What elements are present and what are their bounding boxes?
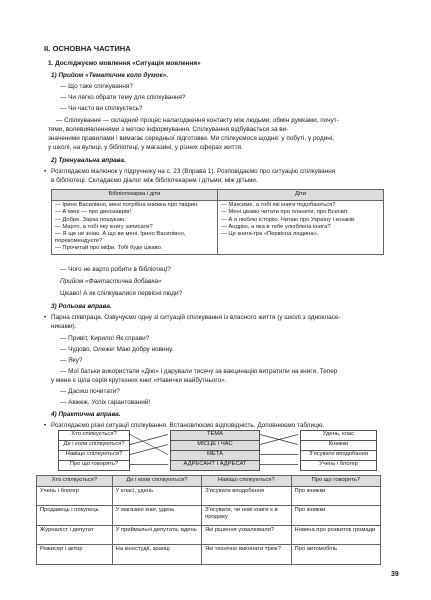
match-left-box: Хто спілкується? xyxy=(58,430,130,441)
table-cell: Продавець і покупець xyxy=(37,505,113,525)
step-4-title: 4) Практична вправа. xyxy=(51,411,121,418)
table-cell: З'ясувати, чи нові книги є в продажу xyxy=(202,505,291,525)
match-right-box: Удень, клас xyxy=(300,430,377,441)
dialog-line: — Мої батьки використали «Дію» і дарували тисячу за вакцинацію витратили на книги. Тепер xyxy=(60,368,338,375)
match-right-box: З'ясувати вподобання xyxy=(300,450,377,461)
table-cell: Журналіст і депутат xyxy=(37,525,113,544)
task-line: в бібліотеці. Складаємо діалог між бібліотекарем і дітьми; між дітьми. xyxy=(51,177,258,184)
subsection-title: 1. Досліджуємо мовлення «Ситуація мовлення» xyxy=(48,60,201,67)
dialog-line: — Чудово, Олеже! Маю добру новину. xyxy=(60,346,174,353)
table-cell: Які рішення ухвалювали? xyxy=(202,525,291,544)
dialog-line: порекомендуєте? xyxy=(55,238,103,245)
table-cell: Про автомобіль xyxy=(291,544,380,564)
match-left-box: Про що говорять? xyxy=(58,460,130,471)
dialog-table-header: Діти xyxy=(218,190,384,201)
match-left-box: Навіщо спілкуються? xyxy=(58,450,130,461)
dialog-line: — Максиме, а тобі які книги подобаються? xyxy=(221,202,336,209)
task-line: Розглядаємо малюнок у підручнику на с. 23 (Вправа 1). Розповідаємо про ситуацію спілкування xyxy=(51,168,336,175)
bullet-icon: • xyxy=(44,168,47,175)
match-line xyxy=(130,435,168,455)
step-3-title: 3) Рольова вправа. xyxy=(51,303,112,310)
table-cell: У класі, удень xyxy=(112,486,201,505)
dialog-line: — А мені — про динозаврів! xyxy=(55,209,131,216)
situations-header: Навіщо спілкуються? xyxy=(202,476,291,487)
table-cell: З'ясувати вподобання xyxy=(202,486,291,505)
situations-header: Де і коли спілкуються? xyxy=(112,476,201,487)
table-row xyxy=(37,505,381,525)
table-cell: Про книжки xyxy=(291,505,380,525)
table-cell: На кіностудії, зранці xyxy=(112,544,201,564)
dialog-line: — Авжеж. Успіх гарантований! xyxy=(60,399,151,406)
definition-line: тями, волевиявленнями з метою інформування. Спілкування відбувається за ви- xyxy=(48,126,289,133)
table-cell: Новина про розвиток громади xyxy=(291,525,380,544)
question-line: — Чи часто ви спілкуєтесь? xyxy=(60,105,143,112)
dialog-table-header: Бібліотекарка і діти xyxy=(52,190,218,201)
dialog-line: — Яку? xyxy=(60,357,83,364)
bullet-icon: • xyxy=(44,422,47,429)
dialog-line: — Це книга-гра «Первісна людина». xyxy=(221,230,319,237)
pair-line: Парна співпраця. Озвучуємо одну зі ситуацій спілкування із власного життя (у школі з однокласе- xyxy=(51,314,341,321)
dialog-line: — Марто, а тобі яку книгу записати? xyxy=(55,223,153,230)
dialog-line: — Добре. Зараз пошукаю. xyxy=(55,216,126,223)
bullet-icon: • xyxy=(44,314,47,321)
table-row xyxy=(37,544,381,564)
definition-line: — Спілкування — складний процес налагодження контакту між людьми; обмін думками, почут- xyxy=(56,117,339,124)
table-cell: Учень і блогер xyxy=(37,486,113,505)
dialog-line: — А я люблю історію. Читаю про Україну і козаків. xyxy=(221,216,356,223)
question-line: — Чи легко обрати тему для спілкування? xyxy=(60,94,186,101)
table-cell: Які технічно виконати трюк? xyxy=(202,544,291,564)
table-row xyxy=(37,486,381,505)
page-number: 39 xyxy=(391,571,399,578)
section-heading: ІІ. ОСНОВНА ЧАСТИНА xyxy=(44,44,131,53)
table-row xyxy=(37,525,381,544)
match-middle-box: ТЕМА xyxy=(170,430,260,441)
table-cell: У магазині книг, удень xyxy=(112,505,201,525)
table-cell: У приймальні депутата, вдень xyxy=(112,525,201,544)
question-line: — Що таке спілкування? xyxy=(60,83,133,90)
dialog-line: — Дасиш почитати? xyxy=(60,388,120,395)
dialog-line: — Я ще не знаю. А що ви мені, Ірино Василівно, xyxy=(55,230,186,237)
dialog-line: — Андрію, а яка в тебе улюблена книга? xyxy=(221,223,331,230)
dialog-line: у мене є ціла серія крутезних книг «Навички майбутнього». xyxy=(51,377,227,384)
match-left-box: Де і коли спілкуються? xyxy=(58,440,130,451)
match-right-box: Учень і блогер xyxy=(300,460,377,471)
table-cell: Про книжки xyxy=(291,486,380,505)
dialog-line: — Привіт, Кирило! Як справи? xyxy=(60,335,150,342)
practice-line: Розглядаємо різні ситуації спілкування. Встановлюємо відповідність. Доповнюємо таблицю. xyxy=(51,422,325,429)
match-right-box: Книжки xyxy=(300,440,377,451)
situations-table xyxy=(36,475,381,565)
definition-line: значеними правилами і вимагає середньої підготовки. Ми спілкуємося щодня: у побуті, у родині, xyxy=(48,135,334,142)
step-2-title: 2) Тренувальна вправа. xyxy=(51,157,126,164)
dialog-line: — Прочитай про міфи. Тобі буде цікаво. xyxy=(55,245,163,252)
match-middle-box: МЕТА xyxy=(170,450,260,461)
situations-header: Про що говорять? xyxy=(291,476,380,487)
technique-title: Прийом «Фантастична добавка» xyxy=(60,278,162,285)
match-middle-box: АДРЕСАНТ І АДРЕСАТ xyxy=(170,460,260,471)
definition-line: у школі, на вулиці, у бібліотеці, у магазині, у різних сферах життя. xyxy=(48,144,243,151)
dialog-line: — Ірино Василівно, мені потрібна книжка про тварин. xyxy=(55,202,199,209)
match-middle-box: МІСЦЕ І ЧАС xyxy=(170,440,260,451)
situations-header: Хто спілкується? xyxy=(37,476,113,487)
dialog-line: — Мені цікаво читати про планети, про Всесвіт. xyxy=(221,209,349,216)
pair-line: никами). xyxy=(51,323,77,330)
match-line xyxy=(130,435,168,445)
match-line xyxy=(130,445,168,455)
question-line: — Чого не варто робити в бібліотеці? xyxy=(60,266,171,273)
table-cell: Режисер і актор xyxy=(37,544,113,564)
interesting-line: Цікаво! А як спілкувалися первісні люди? xyxy=(60,290,183,297)
step-1-title: 1) Прийом «Тематичне коло думок». xyxy=(51,72,169,79)
